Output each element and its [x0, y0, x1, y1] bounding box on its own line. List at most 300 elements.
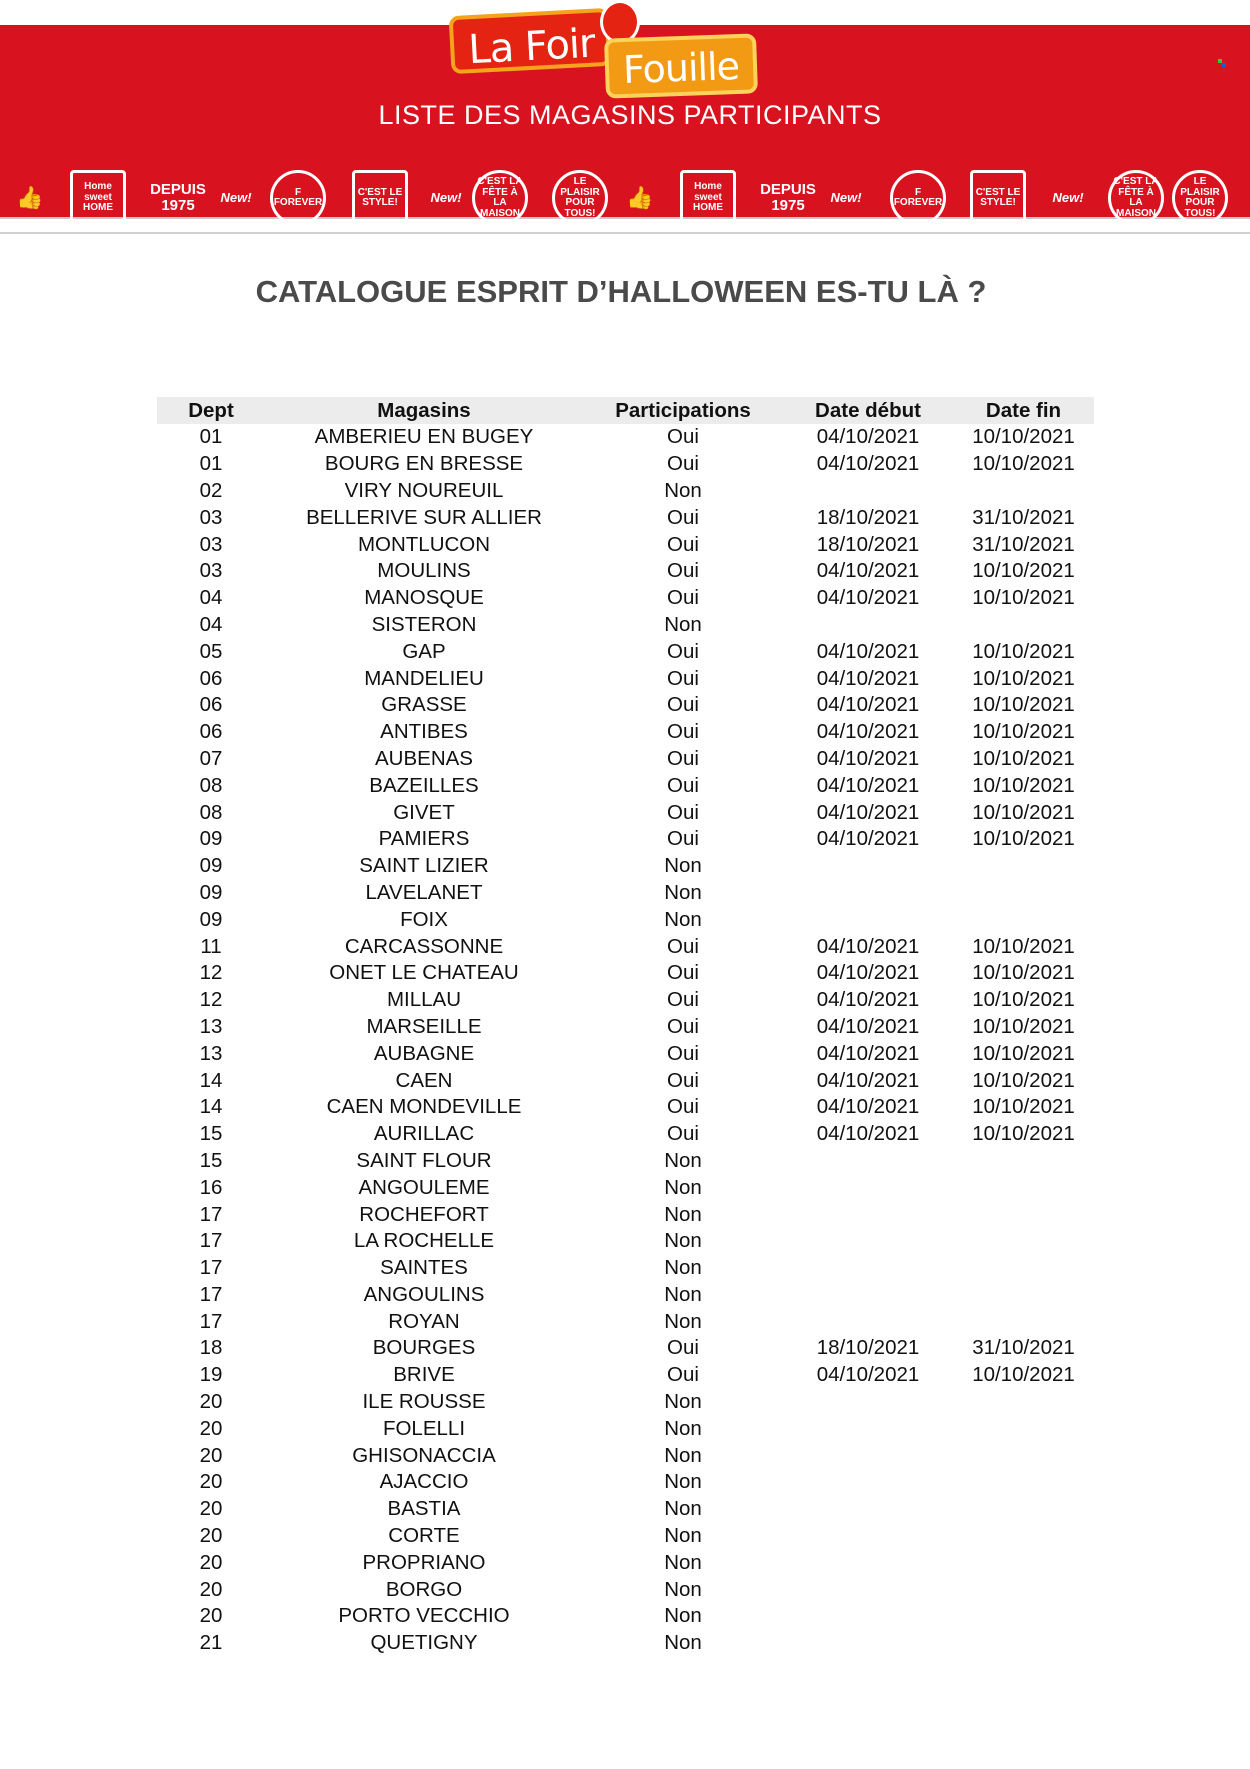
table-row: [157, 585, 1094, 612]
cell-participation: Non: [664, 478, 702, 502]
cell-date-debut: 04/10/2021: [816, 934, 920, 958]
cell-dept: 20: [199, 1443, 223, 1467]
cell-date-debut: 04/10/2021: [816, 1014, 920, 1038]
cell-date-debut: [783, 478, 953, 505]
cell-magasin: ONET LE CHATEAU: [329, 961, 519, 985]
table-row: [157, 1362, 1094, 1389]
cell-date-debut: [783, 1496, 953, 1523]
cell-date-fin: 10/10/2021: [972, 452, 1075, 476]
cell-participation: Non: [664, 1631, 702, 1655]
cell-date-fin: 10/10/2021: [972, 746, 1075, 770]
cell-participation: Non: [664, 1577, 702, 1601]
cell-date-debut: 18/10/2021: [816, 1336, 920, 1360]
cell-participation: Oui: [667, 961, 699, 985]
cell-date-fin: 10/10/2021: [972, 586, 1075, 610]
cell-date-fin: 31/10/2021: [972, 1336, 1075, 1360]
cell-magasin: GIVET: [393, 800, 455, 824]
table-row: [157, 1040, 1094, 1067]
cell-date-fin: [953, 1201, 1094, 1228]
cell-participation: Oui: [667, 1336, 699, 1360]
cell-date-debut: [783, 1148, 953, 1175]
cell-date-fin: 10/10/2021: [972, 1122, 1075, 1146]
cell-magasin: ANGOULINS: [363, 1282, 485, 1306]
cell-dept: 14: [199, 1095, 223, 1119]
cell-date-debut: [783, 906, 953, 933]
cell-participation: Non: [664, 1497, 702, 1521]
cell-date-debut: 18/10/2021: [816, 532, 920, 556]
header-subtitle: LISTE DES MAGASINS PARTICIPANTS: [378, 100, 882, 130]
home-sweet-home-icon: Home sweet HOME: [680, 170, 736, 226]
cell-date-debut: [783, 1523, 953, 1550]
new-star-icon: New!: [830, 190, 862, 206]
cell-participation: Non: [664, 612, 702, 636]
cell-dept: 09: [199, 827, 223, 851]
cell-date-fin: [953, 1228, 1094, 1255]
cell-date-fin: [953, 612, 1094, 639]
cell-dept: 20: [199, 1470, 223, 1494]
header-date-fin: Date fin: [953, 397, 1094, 424]
cell-magasin: ROYAN: [388, 1309, 460, 1333]
cell-magasin: FOIX: [400, 907, 448, 931]
header-divider: [0, 232, 1250, 234]
table-row: [157, 531, 1094, 558]
page-title-text: CATALOGUE ESPRIT D’HALLOWEEN ES-TU LÀ ?: [255, 274, 987, 309]
cell-magasin: ILE ROUSSE: [362, 1390, 486, 1414]
cell-magasin: BRIVE: [393, 1363, 455, 1387]
table-row: [157, 1523, 1094, 1550]
cell-date-fin: 31/10/2021: [972, 505, 1075, 529]
cell-date-fin: [953, 1389, 1094, 1416]
cell-date-fin: [953, 906, 1094, 933]
cell-magasin: QUETIGNY: [370, 1631, 478, 1655]
cell-date-debut: 04/10/2021: [816, 586, 920, 610]
table-row: [157, 692, 1094, 719]
fete-a-la-maison-icon: C'EST LA FÊTE À LA MAISON: [1108, 170, 1164, 226]
cell-date-fin: [953, 880, 1094, 907]
cell-participation: Non: [664, 880, 702, 904]
cell-dept: 06: [199, 720, 223, 744]
cell-participation: Non: [664, 1443, 702, 1467]
cell-dept: 12: [199, 988, 223, 1012]
cell-dept: 17: [199, 1229, 223, 1253]
header-magasins: Magasins: [265, 397, 583, 424]
new-star-icon: New!: [430, 190, 462, 206]
cell-participation: Oui: [667, 934, 699, 958]
cell-date-fin: 10/10/2021: [972, 827, 1075, 851]
table-row: [157, 719, 1094, 746]
cell-magasin: CARCASSONNE: [344, 934, 504, 958]
cell-date-fin: 10/10/2021: [972, 720, 1075, 744]
table-row: [157, 1308, 1094, 1335]
cell-date-fin: [953, 1282, 1094, 1309]
cell-date-fin: 10/10/2021: [972, 1068, 1075, 1092]
cell-magasin: LA ROCHELLE: [353, 1229, 495, 1253]
thumbs-up-icon: 👍: [16, 185, 44, 211]
table-row: [157, 1201, 1094, 1228]
cell-magasin: AUBENAS: [375, 746, 473, 770]
cell-dept: 09: [199, 907, 223, 931]
cell-magasin: SAINTES: [380, 1256, 468, 1280]
table-row: [157, 960, 1094, 987]
cell-participation: Non: [664, 1175, 702, 1199]
cell-date-fin: 10/10/2021: [972, 1363, 1075, 1387]
cell-date-fin: [953, 1603, 1094, 1630]
plaisir-pour-tous-icon: LE PLAISIR POUR TOUS!: [1172, 170, 1228, 226]
cell-participation: Oui: [667, 746, 699, 770]
cell-participation: Oui: [667, 532, 699, 556]
cell-dept: 13: [199, 1014, 223, 1038]
cell-date-debut: 04/10/2021: [816, 666, 920, 690]
cell-participation: Oui: [667, 693, 699, 717]
cell-date-debut: 04/10/2021: [816, 1095, 920, 1119]
table-row: [157, 1255, 1094, 1282]
cell-date-fin: [953, 1148, 1094, 1175]
cell-magasin: BELLERIVE SUR ALLIER: [306, 505, 542, 529]
table-row: [157, 1442, 1094, 1469]
cell-dept: 21: [199, 1631, 223, 1655]
cell-dept: 08: [199, 800, 223, 824]
cell-participation: Non: [664, 1390, 702, 1414]
home-sweet-home-icon: Home sweet HOME: [70, 170, 126, 226]
cell-participation: Oui: [667, 666, 699, 690]
table-row: [157, 424, 1094, 451]
table-row: [157, 1415, 1094, 1442]
cell-dept: 15: [199, 1122, 223, 1146]
cell-date-debut: [783, 1415, 953, 1442]
table-row: [157, 906, 1094, 933]
table-row: [157, 504, 1094, 531]
cell-magasin: MILLAU: [386, 988, 462, 1012]
cell-magasin: BOURGES: [372, 1336, 476, 1360]
cell-date-debut: 04/10/2021: [816, 988, 920, 1012]
cell-date-debut: 04/10/2021: [816, 559, 920, 583]
cell-date-debut: 04/10/2021: [816, 746, 920, 770]
cell-date-debut: 04/10/2021: [816, 693, 920, 717]
cell-date-debut: [783, 880, 953, 907]
cell-date-fin: 10/10/2021: [972, 1095, 1075, 1119]
cell-dept: 19: [199, 1363, 223, 1387]
table-row: [157, 853, 1094, 880]
cell-date-debut: [783, 1201, 953, 1228]
cell-dept: 20: [199, 1550, 223, 1574]
cell-participation: Non: [664, 1148, 702, 1172]
cell-date-debut: 04/10/2021: [816, 720, 920, 744]
cell-date-fin: 10/10/2021: [972, 961, 1075, 985]
cell-date-debut: [783, 1255, 953, 1282]
cell-date-fin: [953, 1308, 1094, 1335]
table-row: [157, 1603, 1094, 1630]
table-row: [157, 1469, 1094, 1496]
cell-dept: 01: [199, 452, 223, 476]
cell-date-debut: 04/10/2021: [816, 1122, 920, 1146]
table-row: [157, 451, 1094, 478]
table-row: [157, 1282, 1094, 1309]
table-row: [157, 1121, 1094, 1148]
cell-participation: Oui: [667, 505, 699, 529]
cell-participation: Oui: [667, 586, 699, 610]
header-date-debut: Date début: [783, 397, 953, 424]
cell-date-fin: [953, 1523, 1094, 1550]
cell-magasin: PROPRIANO: [362, 1550, 486, 1574]
table-row: [157, 1174, 1094, 1201]
cell-date-fin: 31/10/2021: [972, 532, 1075, 556]
logo-right-block: [604, 33, 758, 98]
cell-date-fin: 10/10/2021: [972, 559, 1075, 583]
cell-dept: 06: [199, 666, 223, 690]
table-row: [157, 1014, 1094, 1041]
cell-participation: Oui: [667, 425, 699, 449]
cell-dept: 02: [199, 478, 223, 502]
cell-date-debut: 04/10/2021: [816, 961, 920, 985]
cell-participation: Oui: [667, 1095, 699, 1119]
cell-magasin: ANGOULEME: [358, 1175, 490, 1199]
cell-participation: Oui: [667, 773, 699, 797]
cell-participation: Non: [664, 1282, 702, 1306]
cell-dept: 18: [199, 1336, 223, 1360]
logo-left-block: [449, 8, 612, 74]
cell-date-debut: 04/10/2021: [816, 773, 920, 797]
cell-date-debut: [783, 1549, 953, 1576]
cell-participation: Oui: [667, 720, 699, 744]
table-row: [157, 612, 1094, 639]
cell-magasin: MARSEILLE: [366, 1014, 482, 1038]
table-row: [157, 478, 1094, 505]
cell-participation: Non: [664, 1604, 702, 1628]
cell-date-debut: [783, 1282, 953, 1309]
table-row: [157, 799, 1094, 826]
cell-magasin: GRASSE: [381, 693, 467, 717]
cell-magasin: GHISONACCIA: [352, 1443, 496, 1467]
new-star-icon: New!: [220, 190, 252, 206]
cell-dept: 08: [199, 773, 223, 797]
cell-date-fin: [953, 478, 1094, 505]
cell-participation: Oui: [667, 639, 699, 663]
cell-date-fin: [953, 1415, 1094, 1442]
cell-date-debut: [783, 1603, 953, 1630]
cell-date-fin: [953, 853, 1094, 880]
cell-magasin: PORTO VECCHIO: [338, 1604, 510, 1628]
table-header-row: [157, 397, 1094, 424]
cell-participation: Non: [664, 1416, 702, 1440]
cell-magasin: BORGO: [385, 1577, 463, 1601]
cell-dept: 07: [199, 746, 223, 770]
cell-dept: 09: [199, 854, 223, 878]
cell-dept: 17: [199, 1282, 223, 1306]
cell-participation: Oui: [667, 800, 699, 824]
cell-participation: Oui: [667, 1363, 699, 1387]
cell-participation: Non: [664, 1256, 702, 1280]
cell-date-debut: [783, 1174, 953, 1201]
table-row: [157, 665, 1094, 692]
cell-dept: 03: [199, 505, 223, 529]
cell-date-debut: 04/10/2021: [816, 1363, 920, 1387]
cell-date-fin: 10/10/2021: [972, 1014, 1075, 1038]
cell-magasin: MANDELIEU: [364, 666, 484, 690]
table-row: [157, 933, 1094, 960]
cell-participation: Non: [664, 854, 702, 878]
cell-date-fin: [953, 1630, 1094, 1657]
cell-magasin: FOLELLI: [382, 1416, 466, 1440]
table-row: [157, 746, 1094, 773]
cell-date-debut: [783, 853, 953, 880]
table-row: [157, 1228, 1094, 1255]
cell-magasin: AJACCIO: [379, 1470, 469, 1494]
cell-dept: 04: [199, 612, 223, 636]
cell-date-debut: 04/10/2021: [816, 639, 920, 663]
cell-participation: Non: [664, 1524, 702, 1548]
cell-participation: Non: [664, 1229, 702, 1253]
cell-dept: 14: [199, 1068, 223, 1092]
plaisir-pour-tous-icon: LE PLAISIR POUR TOUS!: [552, 170, 608, 226]
cell-date-fin: 10/10/2021: [972, 1041, 1075, 1065]
table-row: [157, 1067, 1094, 1094]
cell-date-fin: 10/10/2021: [972, 988, 1075, 1012]
stores-table: [157, 397, 1094, 1657]
cell-magasin: PAMIERS: [378, 827, 470, 851]
cell-dept: 20: [199, 1416, 223, 1440]
logo-text-la-foir: La Foir: [467, 20, 596, 74]
table-row: [157, 638, 1094, 665]
f-forever-icon: F FOREVER: [270, 170, 326, 226]
cell-magasin: ANTIBES: [380, 720, 468, 744]
cell-date-fin: [953, 1549, 1094, 1576]
cell-dept: 20: [199, 1577, 223, 1601]
cell-date-debut: [783, 1308, 953, 1335]
cell-date-debut: 18/10/2021: [816, 505, 920, 529]
cell-magasin: AUBAGNE: [373, 1041, 475, 1065]
cell-participation: Oui: [667, 452, 699, 476]
cell-date-fin: 10/10/2021: [972, 934, 1075, 958]
table-row: [157, 1335, 1094, 1362]
cell-dept: 03: [199, 532, 223, 556]
cell-dept: 06: [199, 693, 223, 717]
cell-date-debut: 04/10/2021: [816, 1068, 920, 1092]
cell-magasin: MANOSQUE: [364, 586, 484, 610]
cell-date-fin: [953, 1469, 1094, 1496]
cell-dept: 20: [199, 1497, 223, 1521]
table-row: [157, 1148, 1094, 1175]
fete-a-la-maison-icon: C'EST LA FÊTE À LA MAISON: [472, 170, 528, 226]
cell-magasin: ROCHEFORT: [359, 1202, 489, 1226]
cell-magasin: AMBERIEU EN BUGEY: [314, 425, 534, 449]
header-dept: Dept: [157, 397, 265, 424]
cell-date-debut: 04/10/2021: [816, 452, 920, 476]
cell-participation: Oui: [667, 559, 699, 583]
table-body: [157, 424, 1094, 1657]
cell-date-fin: [953, 1442, 1094, 1469]
cell-magasin: SAINT LIZIER: [359, 854, 489, 878]
cell-date-fin: 10/10/2021: [972, 666, 1075, 690]
cell-magasin: BOURG EN BRESSE: [324, 452, 524, 476]
cell-dept: 15: [199, 1148, 223, 1172]
table-row: [157, 987, 1094, 1014]
cell-dept: 17: [199, 1309, 223, 1333]
cell-dept: 17: [199, 1256, 223, 1280]
table-row: [157, 1576, 1094, 1603]
cell-dept: 05: [199, 639, 223, 663]
cell-magasin: BAZEILLES: [369, 773, 479, 797]
table-row: [157, 1630, 1094, 1657]
new-star-icon: New!: [1052, 190, 1084, 206]
logo-text-fouille: Fouille: [622, 43, 740, 93]
cell-participation: Oui: [667, 1068, 699, 1092]
table-row: [157, 772, 1094, 799]
table-row: [157, 1549, 1094, 1576]
cell-participation: Non: [664, 1550, 702, 1574]
cell-dept: 20: [199, 1390, 223, 1414]
cell-magasin: AURILLAC: [373, 1122, 475, 1146]
thumbs-up-icon: 👍: [626, 185, 654, 211]
cell-dept: 20: [199, 1524, 223, 1548]
cell-dept: 03: [199, 559, 223, 583]
cell-date-fin: 10/10/2021: [972, 773, 1075, 797]
table-row: [157, 1496, 1094, 1523]
cest-le-style-icon: C'EST LE STYLE!: [352, 170, 408, 226]
cell-date-debut: 04/10/2021: [816, 827, 920, 851]
cell-participation: Oui: [667, 827, 699, 851]
cell-participation: Non: [664, 1202, 702, 1226]
cell-date-fin: 10/10/2021: [972, 639, 1075, 663]
cell-date-fin: 10/10/2021: [972, 425, 1075, 449]
cell-magasin: MOULINS: [377, 559, 471, 583]
cell-participation: Oui: [667, 988, 699, 1012]
cell-participation: Oui: [667, 1014, 699, 1038]
cell-magasin: MONTLUCON: [357, 532, 491, 556]
cell-date-fin: [953, 1496, 1094, 1523]
cell-participation: Non: [664, 907, 702, 931]
cell-date-fin: [953, 1174, 1094, 1201]
depuis-1975-icon: DEPUIS 1975: [150, 181, 206, 214]
cell-date-debut: 04/10/2021: [816, 1041, 920, 1065]
cell-magasin: VIRY NOUREUIL: [344, 478, 504, 502]
table-row: [157, 558, 1094, 585]
cell-date-debut: [783, 1630, 953, 1657]
cell-date-debut: [783, 1469, 953, 1496]
cell-dept: 13: [199, 1041, 223, 1065]
cell-dept: 01: [199, 425, 223, 449]
cest-le-style-icon: C'EST LE STYLE!: [970, 170, 1026, 226]
page-header: [0, 0, 1250, 232]
cell-date-fin: 10/10/2021: [972, 800, 1075, 824]
cell-magasin: LAVELANET: [365, 880, 483, 904]
cell-dept: 11: [200, 934, 222, 958]
cell-dept: 20: [199, 1604, 223, 1628]
cell-dept: 12: [199, 961, 223, 985]
cell-participation: Oui: [667, 1122, 699, 1146]
cell-date-debut: [783, 1228, 953, 1255]
cell-date-debut: [783, 1576, 953, 1603]
cell-magasin: CORTE: [388, 1524, 460, 1548]
cell-magasin: BASTIA: [387, 1497, 461, 1521]
cell-date-debut: 04/10/2021: [816, 425, 920, 449]
cell-date-fin: [953, 1576, 1094, 1603]
depuis-1975-icon: DEPUIS 1975: [760, 181, 816, 214]
cell-magasin: SAINT FLOUR: [356, 1148, 492, 1172]
cell-dept: 17: [199, 1202, 223, 1226]
header-participations: Participations: [583, 397, 783, 424]
cell-participation: Non: [664, 1309, 702, 1333]
cell-magasin: SISTERON: [371, 612, 477, 636]
cell-dept: 16: [199, 1175, 223, 1199]
cell-date-fin: 10/10/2021: [972, 693, 1075, 717]
cell-participation: Non: [664, 1470, 702, 1494]
cell-participation: Oui: [667, 1041, 699, 1065]
cell-date-debut: [783, 1442, 953, 1469]
cell-dept: 09: [199, 880, 223, 904]
cell-date-fin: [953, 1255, 1094, 1282]
cell-date-debut: [783, 1389, 953, 1416]
brand-logo[interactable]: [450, 10, 760, 96]
